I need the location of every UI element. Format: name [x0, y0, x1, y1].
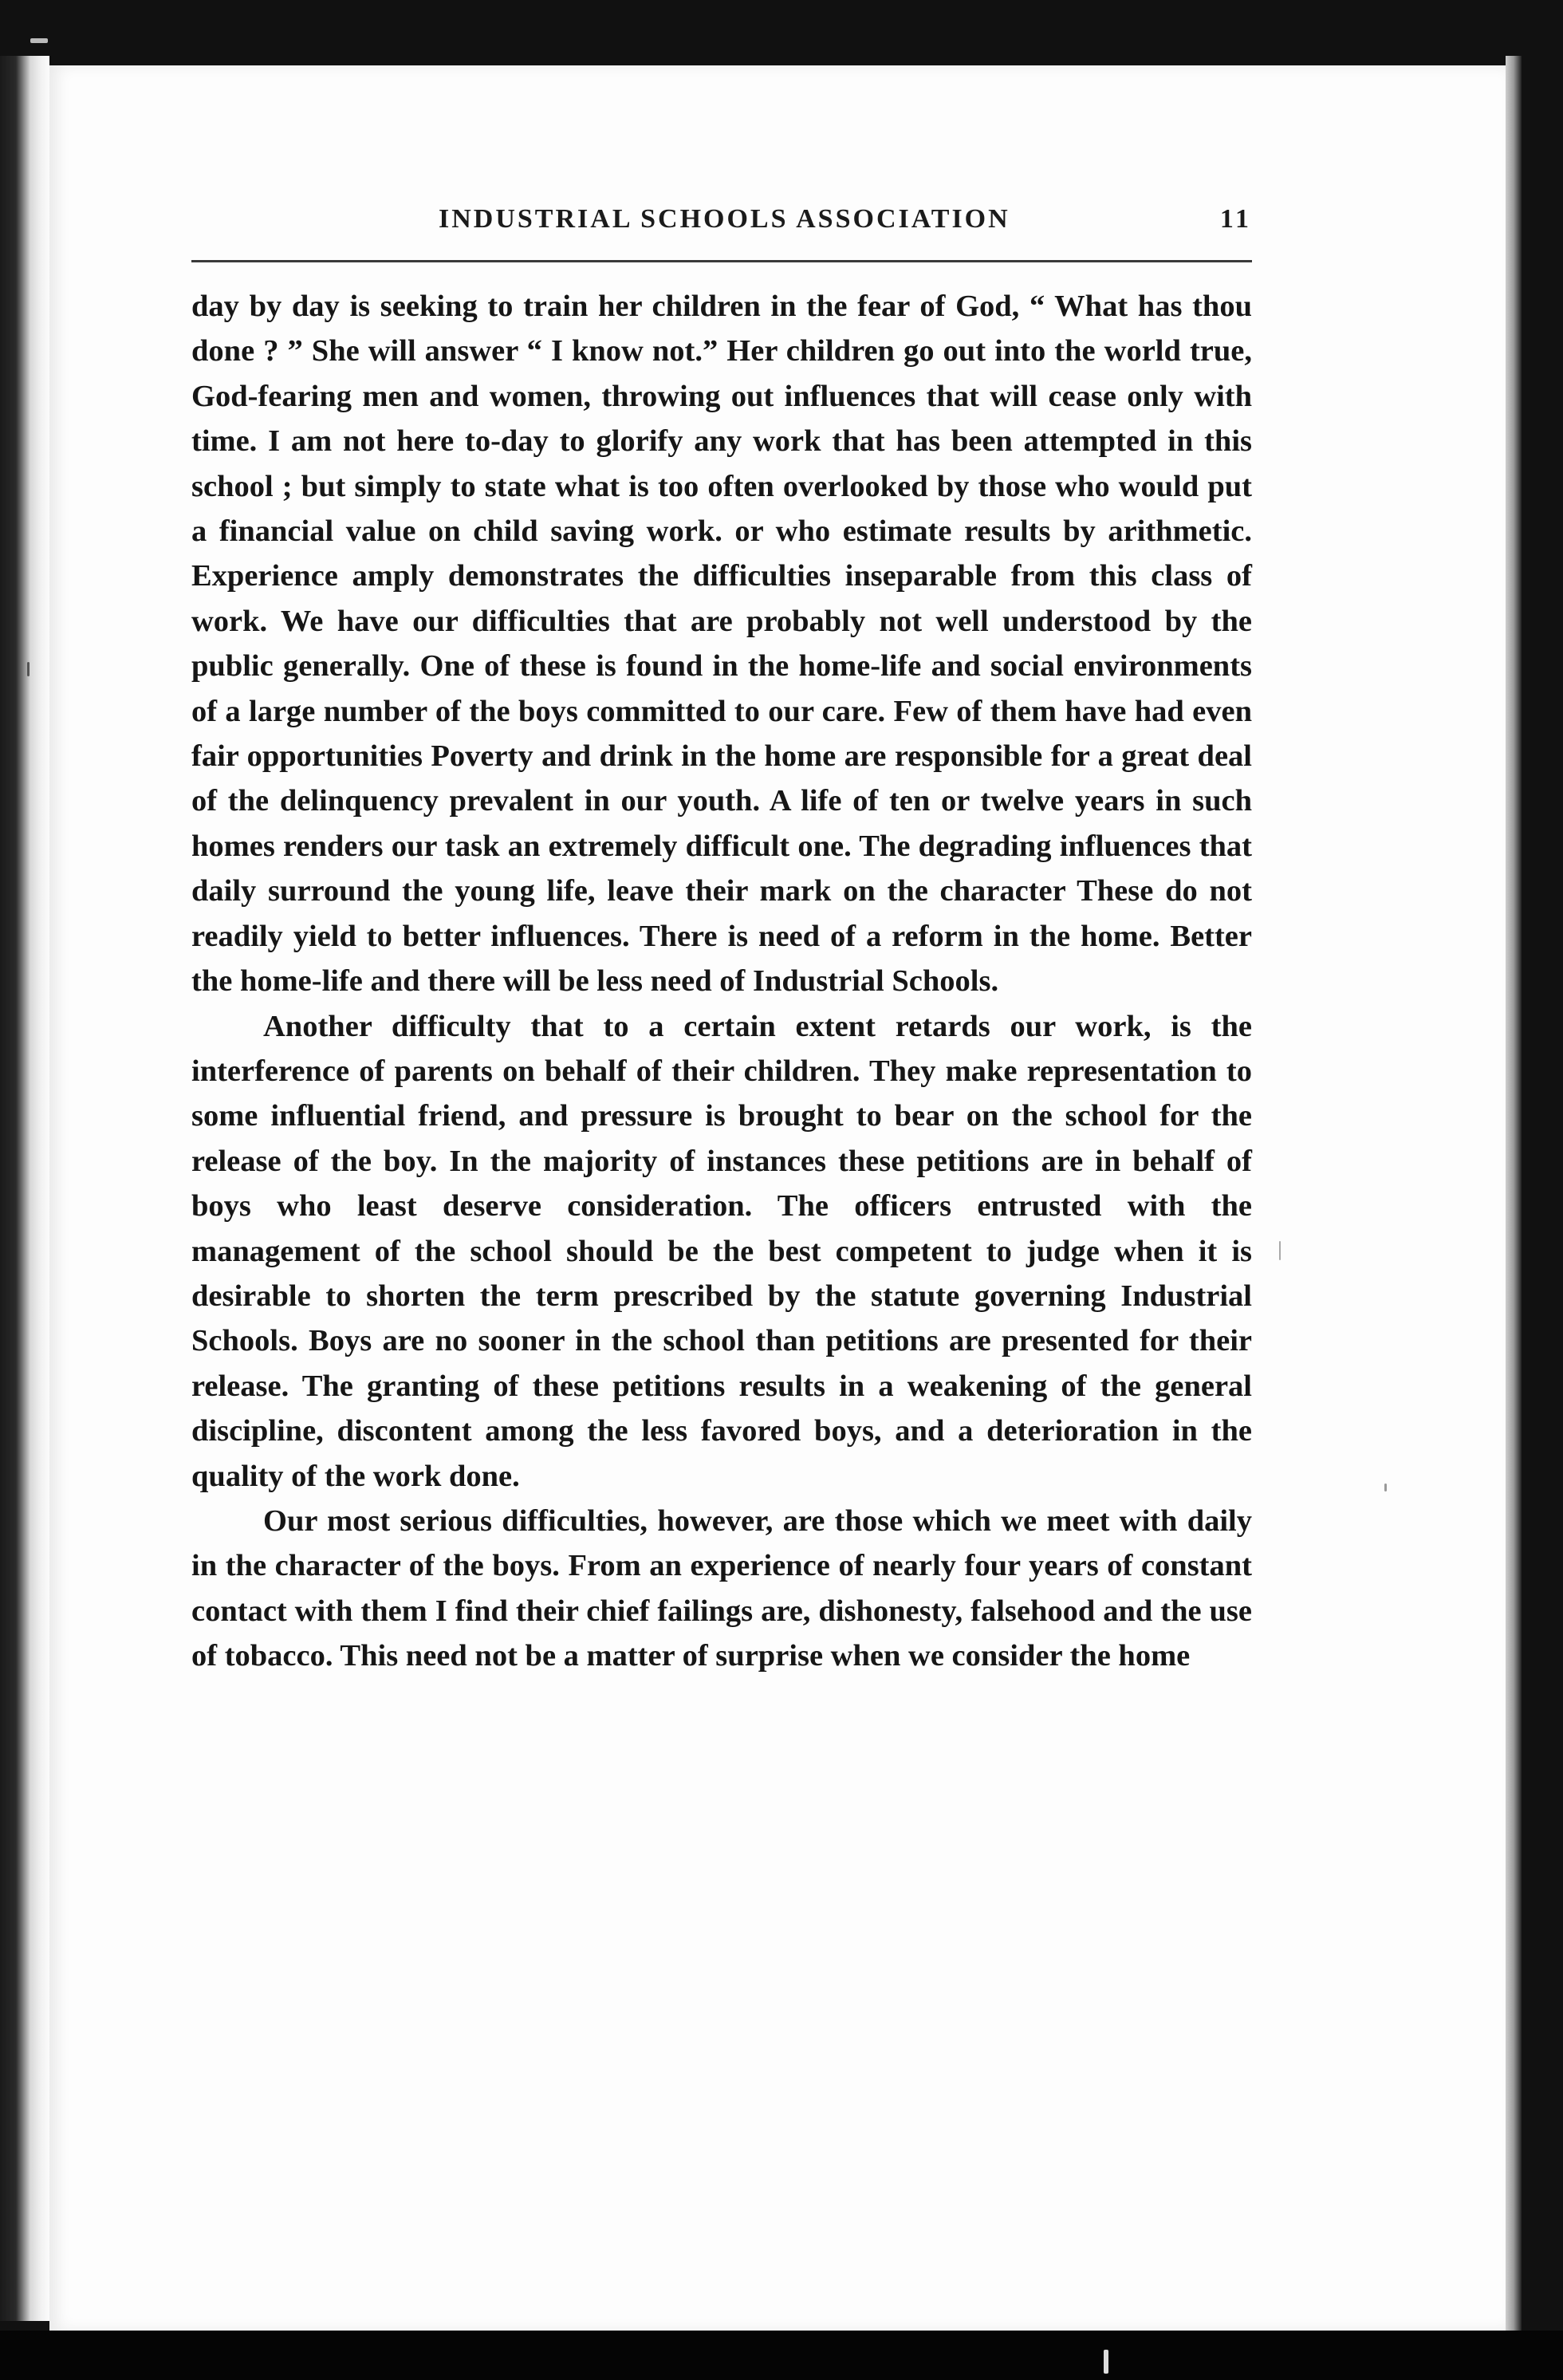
- paragraph-interference: Another difficulty that to a certain extent retards our work, is the interference of parents on behalf of their children. They make representation to some influential friend, and pressure is brought to bear on the school for the release of the boy. In the majority of instances these petitions are in behalf of boys who least deserve consideration. The officers entrusted with the management of the school should be the best competent to judge when it is desirable to shorten the term prescribed by the statute governing Industrial Schools. Boys are no sooner in the school than petitions are presented for their release. The granting of these petitions results in a weakening of the general discipline, discontent among the less favored boys, and a deterioration in the quality of the work done.: [191, 1009, 1252, 1493]
- running-head-title: INDUSTRIAL SCHOOLS ASSOCIATION: [439, 204, 1010, 234]
- paragraph-continued: day by day is seeking to train her children in the fear of God, “ What has thou done ? ” She will answer “ I know not.” Her children go out into the world true, God-fearing men and women, throwing out influences that will cease only with time. I am not here to-day to glorify any work that has been attempted in this school ; but simply to state what is too often overlooked by those who would put a financial value on child saving work. or who estimate results by arithmetic. Experience amply demonstrates the difficulties inseparable from this class of work. We have our difficulties that are probably not well understood by the public generally. One of these is found in the home-life and social environments of a large number of the boys committed to our care. Few of them have had even fair opportunities Poverty and drink in the home are responsible for a great deal of the delinquency prevalent in our youth. A life of ten or twelve years in such homes renders our task an extremely difficult one. The degrading influences that daily surround the young life, leave their mark on the character These do not readily yield to better influences. There is need of a reform in the home. Better the home-life and there will be less need of Industrial Schools.: [191, 290, 1252, 999]
- running-head: [191, 199, 1252, 244]
- page-number: 11: [1219, 204, 1252, 234]
- page-right-edge: [1506, 56, 1522, 2337]
- scan-speck: [1104, 2350, 1108, 2374]
- header-rule: [191, 260, 1252, 262]
- scan-speck: [1384, 1484, 1387, 1491]
- scan-speck: [30, 38, 48, 43]
- book-spine-edge: [0, 56, 49, 2321]
- paragraph-difficulties: Our most serious difficulties, however, are those which we meet with daily in the character of the boys. From an experience of nearly four years of constant contact with them I find their chief failings are, dishonesty, falsehood and the use of tobacco. This need not be a matter of surprise when we consider the home: [191, 1503, 1252, 1673]
- scan-bottom-border: [0, 2331, 1563, 2380]
- scan-speck: [27, 662, 30, 676]
- scan-speck: [1279, 1241, 1281, 1260]
- body-text: [191, 284, 1252, 1679]
